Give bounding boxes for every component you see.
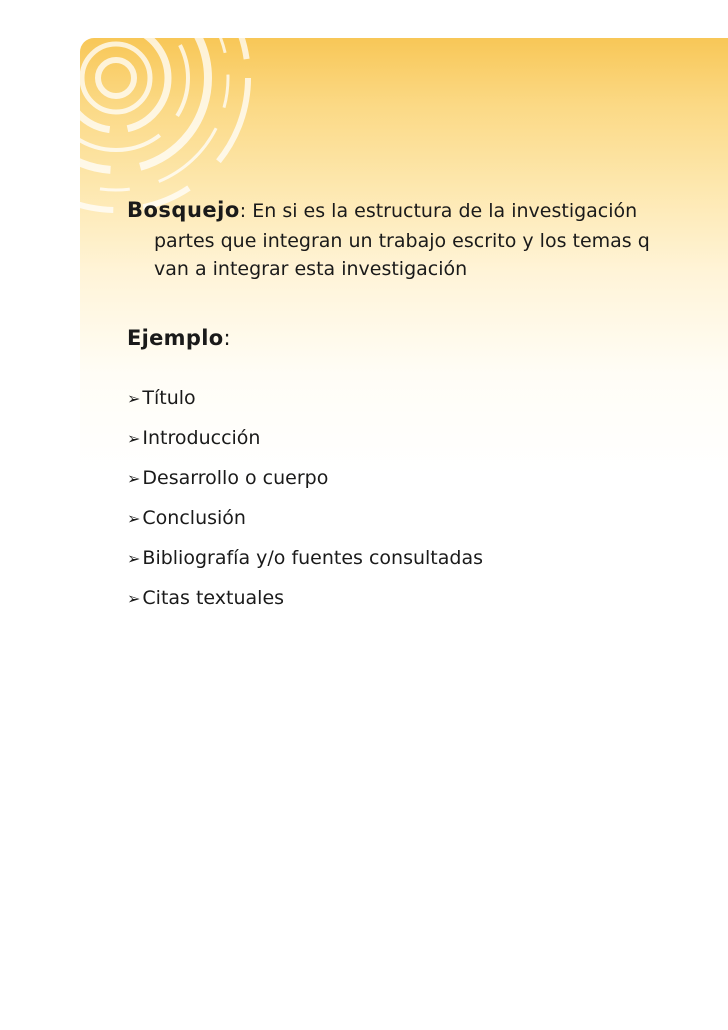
list-item-label: Título <box>142 387 196 409</box>
decorative-rings-icon <box>80 38 300 208</box>
arrow-bullet-icon: ➢ <box>127 549 141 568</box>
example-heading <box>127 326 231 350</box>
definition-separator: : <box>239 200 247 222</box>
list-item-label: Desarrollo o cuerpo <box>142 467 329 489</box>
definition-line-3: van a integrar esta investigación <box>154 258 468 280</box>
arrow-bullet-icon: ➢ <box>127 589 141 608</box>
list-item-label: Conclusión <box>142 507 246 529</box>
definition-term: Bosquejo <box>127 198 240 222</box>
definition-line-2: partes que integran un trabajo escrito y los temas q <box>154 230 650 252</box>
arrow-bullet-icon: ➢ <box>127 389 141 408</box>
slide <box>80 38 728 609</box>
arrow-bullet-icon: ➢ <box>127 469 141 488</box>
list-item <box>127 386 483 426</box>
list-item-label: Citas textuales <box>142 587 285 609</box>
arrow-bullet-icon: ➢ <box>127 509 141 528</box>
list-item <box>127 426 483 466</box>
list-item <box>127 466 483 506</box>
list-item <box>127 506 483 546</box>
arrow-bullet-icon: ➢ <box>127 429 141 448</box>
list-item <box>127 546 483 586</box>
definition-line-1 <box>127 198 637 222</box>
list-item <box>127 586 483 626</box>
example-list <box>127 386 483 626</box>
list-item-label: Bibliografía y/o fuentes consultadas <box>142 547 484 569</box>
example-separator: : <box>223 326 231 350</box>
list-item-label: Introducción <box>142 427 261 449</box>
example-heading-text: Ejemplo <box>127 326 224 350</box>
definition-text-1: En si es la estructura de la investigación <box>246 200 638 222</box>
